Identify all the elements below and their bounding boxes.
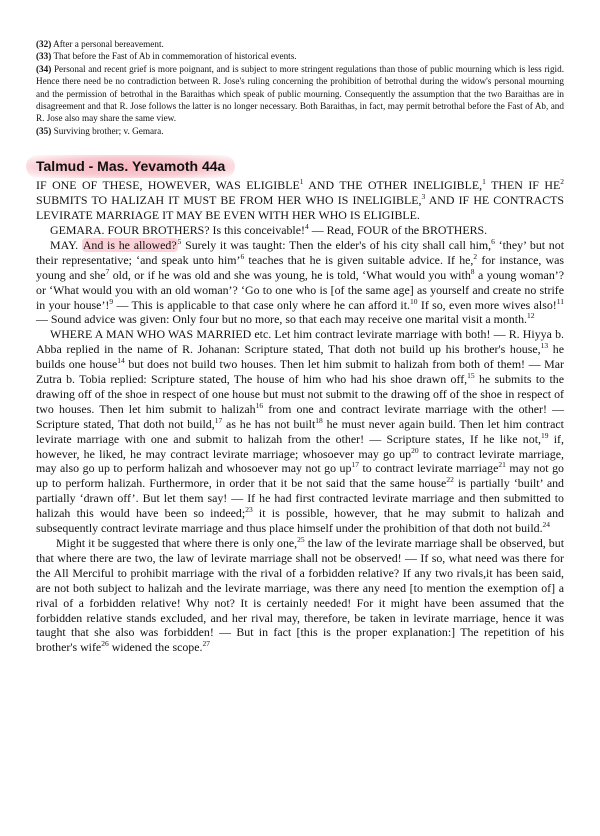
- footnote-ref[interactable]: 16: [255, 400, 264, 410]
- text-run: SUBMITS TO HALIZAH IT MUST BE FROM HER WHO IS INELIGIBLE,: [36, 193, 422, 208]
- footnote-ref[interactable]: 3: [421, 192, 426, 202]
- text-run: Surely it was taught: Then the elder's of his city shall call him,: [181, 237, 492, 252]
- footnote-number: (32): [36, 39, 52, 49]
- footnote-ref[interactable]: 17: [214, 415, 223, 425]
- text-run: AND THE OTHER INELIGIBLE,: [303, 178, 483, 193]
- text-run: as he has not built: [222, 416, 316, 431]
- footnote-ref[interactable]: 20: [411, 445, 419, 455]
- paragraph: [36, 238, 564, 327]
- document-page: [36, 38, 564, 655]
- text-run: but does not build two houses. Then let him submit to halizah from both of them! — Mar Zutra b. Tobia replied: Scripture stated, The house of him who had his shoe drawn off,: [36, 357, 564, 387]
- footnote: [36, 50, 564, 62]
- text-run: — Sound advice was given: Only four but no more, so that each may receive one marital visit a month.: [36, 312, 528, 327]
- footnote-text: Surviving brother; v. Gemara.: [51, 125, 164, 136]
- text-run: AND IF HE CONTRACTS LEVIRATE MARRIAGE IT MAY BE EVEN WITH HER WHO IS ELIGIBLE.: [36, 193, 564, 223]
- text-run: — This is applicable to that case only where he can afford it.: [113, 297, 411, 312]
- footnote-ref[interactable]: 25: [297, 535, 305, 545]
- gemara-paragraph: [36, 223, 564, 238]
- footnote-ref[interactable]: 12: [527, 311, 535, 321]
- text-run: a young woman’? or ‘What would you with an old woman’? ‘Go to one who is [of the same age] as yourself and create no strife in your house’!: [36, 267, 565, 312]
- text-run: for instance, was young and she: [36, 252, 564, 282]
- footnote-text: After a personal bereavement.: [51, 39, 164, 49]
- text-run: the law of the levirate marriage shall be observed, but that where there are two, the law of levirate marriage shall not be observed! — If so, what need was there for the All Merciful to prohibit marriage with the rival of a forbidden relative? If any two rivals,it has been said, are not both subject to halizah and the levirate marriage, was there any need [to mention the exemption of] a rival of a forbidden relative! Why not? It is certainly needed! For it might have been assumed that the forbidden relative stands excluded, and her rival may, therefore, be taken in levirate marriage, hence it was taught that she also was forbidden! — But in fact [this is the proper explanation:] The repetition of his brother's wife: [36, 536, 565, 655]
- paragraph: [36, 327, 564, 536]
- section-title: Talmud - Mas. Yevamoth 44a: [26, 155, 235, 178]
- footnote-ref[interactable]: 6: [240, 251, 245, 261]
- text-run: widened the scope.: [108, 640, 203, 655]
- footnote-ref[interactable]: 2: [560, 177, 564, 187]
- footnote-ref[interactable]: 13: [540, 341, 549, 351]
- footnote-ref[interactable]: 26: [101, 639, 109, 649]
- text-run: GEMARA. FOUR BROTHERS? Is this conceivable!: [50, 222, 305, 237]
- footnote-number: (33): [36, 51, 52, 62]
- text-run: if, however, he liked, he may contract levirate marriage; whosoever may go up: [36, 431, 564, 461]
- footnote: [36, 38, 564, 50]
- footnote-ref[interactable]: 8: [470, 266, 475, 276]
- text-run: If so, even more wives also!: [417, 297, 557, 312]
- footnote-ref[interactable]: 14: [117, 356, 125, 366]
- text-run: is partially ‘built’ and partially ‘drawn off’. But let them say! — If he had first contracted levirate marriage and then submitted to halizah this would have been so indeed;: [36, 476, 564, 521]
- footnote-ref[interactable]: 24: [542, 520, 551, 530]
- footnote-ref[interactable]: 4: [304, 222, 309, 231]
- highlighted-text: And is he allowed?: [82, 237, 177, 252]
- footnote-text: Personal and recent grief is more poignant, and is subject to more stringent regulations than those of public mourning which is less rigid. Hence there need be no contradiction between R. Jose's ruling concerning the prohibition of betrothal during the widow's personal mourning and the permission of betrothal in the Baraithas which speak of public mourning. Consequently the assumption that the two Baraithas are in disagreement and that R. Jose follows the latter is no longer necessary. Both Baraithas, in fact, may permit betrothal before the Fast of Ab, and R. Jose also may share the same view.: [36, 63, 564, 124]
- main-text: [36, 178, 564, 655]
- footnote-ref[interactable]: 6: [491, 236, 495, 246]
- text-run: old, or if he was old and she was young, he is told, ‘What would you with: [109, 267, 471, 282]
- footnote-number: (35): [36, 125, 52, 136]
- text-run: it is possible, however, that he may submit to halizah and subsequently contract levirate marriage and thus place himself under the prohibition of that doth not build.: [36, 506, 564, 536]
- footnote-ref[interactable]: 10: [410, 296, 418, 306]
- footnote-ref[interactable]: 1: [482, 177, 486, 187]
- footnote-text: That before the Fast of Ab in commemoration of historical events.: [51, 51, 297, 62]
- text-run: Might it be suggested that where there is only one,: [56, 536, 298, 550]
- footnote-ref[interactable]: 21: [498, 460, 506, 470]
- text-run: IF ONE OF THESE, HOWEVER, WAS ELIGIBLE: [36, 178, 300, 193]
- text-run: to contract levirate marriage, may also go up to perform halizah and whosoever may not go up: [36, 446, 564, 476]
- text-run: he builds one house: [36, 342, 564, 372]
- footnote-ref[interactable]: 15: [467, 371, 475, 381]
- text-run: he must never again build. Then let him contract levirate marriage with one and submit to halizah from the other! — Scripture states, If he like not,: [36, 416, 564, 446]
- text-run: teaches that he is given suitable advice. If he,: [244, 252, 474, 267]
- footnote-ref[interactable]: 17: [351, 460, 359, 470]
- footnote-number: (34): [36, 63, 52, 74]
- text-run: from one and contract levirate marriage with the other! — Scripture stated, That doth not build,: [36, 401, 564, 431]
- section-title-wrap: [26, 155, 564, 178]
- mishnah-paragraph: [36, 178, 564, 223]
- footnote: [36, 125, 564, 137]
- footnotes: [36, 38, 564, 137]
- text-run: to contract levirate marriage: [358, 461, 499, 476]
- text-run: he submits to the drawing off of the shoe in respect of one house but must not submit to the drawing off of the shoe in respect of two houses. Then let him submit to halizah: [36, 372, 564, 416]
- footnote-ref[interactable]: 22: [446, 475, 454, 485]
- text-run: WHERE A MAN WHO WAS MARRIED etc. Let him contract levirate marriage with both! — R. Hiyya b. Abba replied in the name of R. Johanan: Scripture stated, That doth not build up his brother's house,: [36, 327, 564, 357]
- footnote-ref[interactable]: 23: [245, 505, 253, 515]
- footnote-ref[interactable]: 19: [540, 430, 549, 440]
- footnote: [36, 63, 564, 125]
- footnote-ref[interactable]: 2: [473, 251, 478, 261]
- text-run: ‘they’ but not their representative; ‘and speak unto him’: [36, 237, 565, 267]
- text-run: may not go up to perform halizah. Furthermore, in order that it be not said that the same house: [36, 461, 564, 491]
- text-run: THEN IF HE: [485, 178, 561, 193]
- footnote-ref[interactable]: 18: [315, 415, 323, 425]
- footnote-ref[interactable]: 9: [109, 296, 114, 306]
- text-run: MAY.: [50, 237, 82, 252]
- footnote-ref[interactable]: 7: [105, 266, 110, 276]
- paragraph: [36, 536, 564, 655]
- footnote-ref[interactable]: 27: [202, 639, 210, 649]
- footnote-ref[interactable]: 1: [299, 177, 304, 187]
- footnote-ref[interactable]: 11: [556, 296, 564, 306]
- footnote-ref[interactable]: 5: [177, 236, 182, 246]
- text-run: — Read, FOUR of the BROTHERS.: [308, 222, 488, 237]
